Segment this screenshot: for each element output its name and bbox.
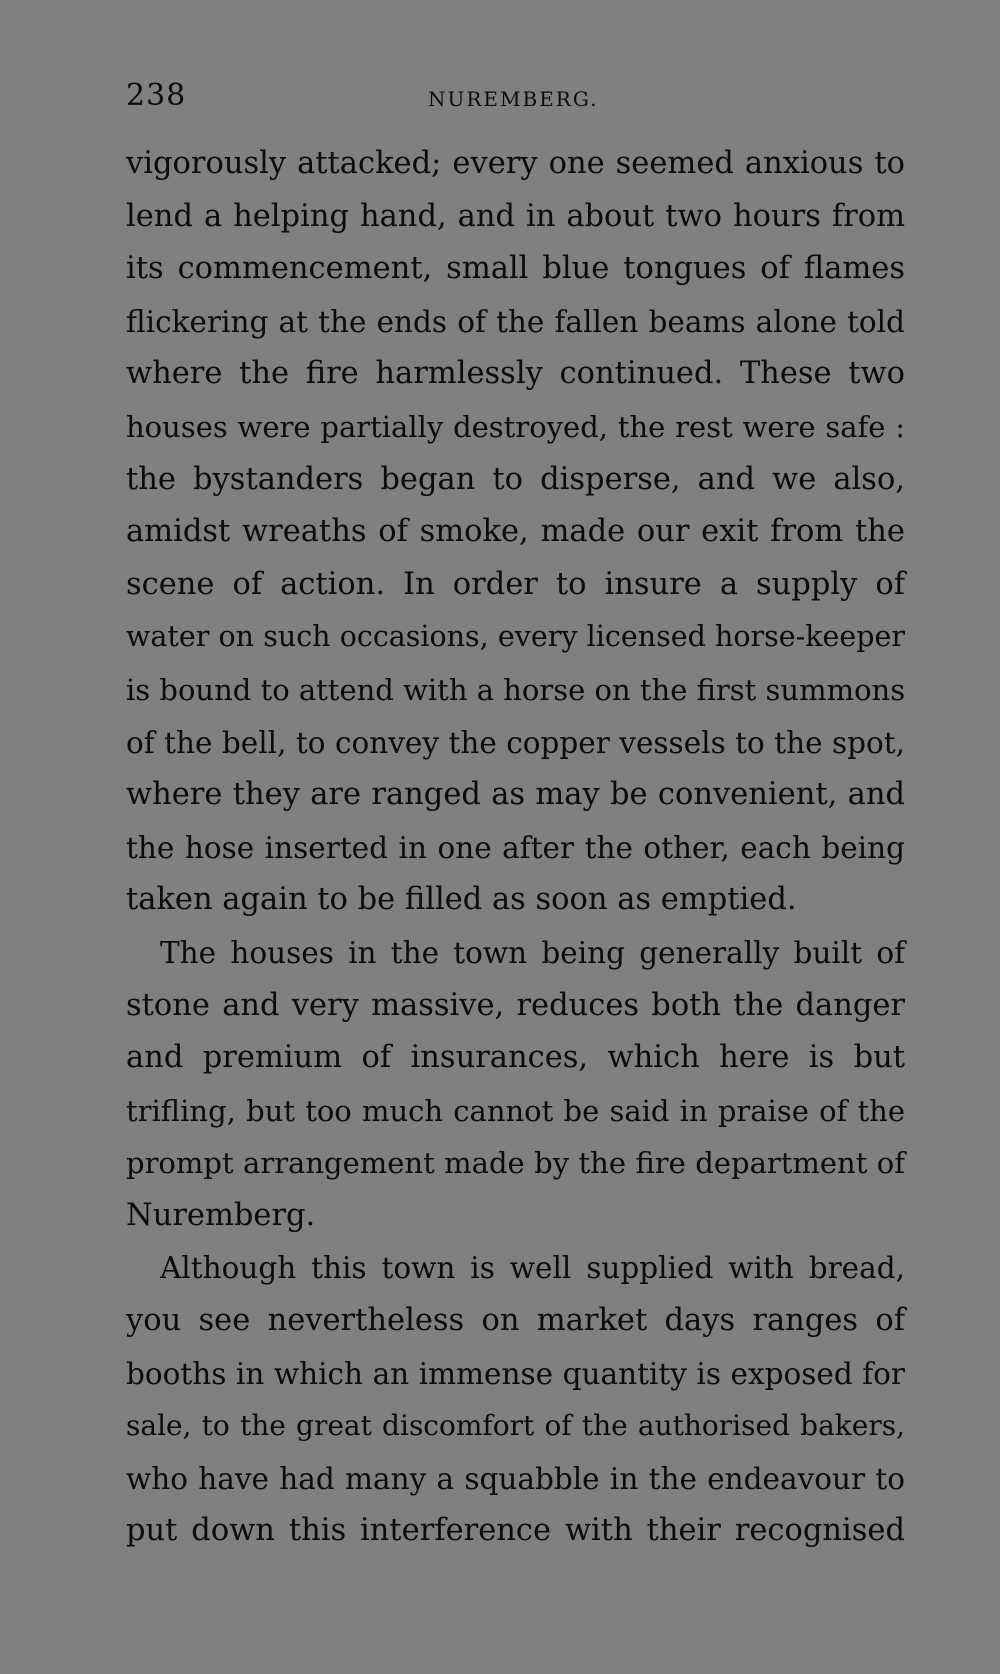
- page-header: [126, 78, 905, 118]
- page-number: 238: [126, 78, 187, 113]
- body-text: [126, 138, 905, 1558]
- text-line: booths in which an immense quantity is exposed for: [126, 1356, 905, 1391]
- text-line: where the fire harmlessly continued. These two: [126, 356, 905, 392]
- text-line: and premium of insurances, which here is but: [126, 1040, 905, 1076]
- running-head: NUREMBERG.: [428, 87, 599, 111]
- text-line: Nuremberg.: [126, 1197, 316, 1233]
- text-line: who have had many a squabble in the endeavour to: [126, 1461, 905, 1496]
- text-line: flickering at the ends of the fallen beams alone told: [126, 304, 905, 339]
- text-line: is bound to attend with a horse on the first summons: [126, 672, 906, 707]
- text-line: amidst wreaths of smoke, made our exit from the: [126, 514, 905, 550]
- text-line: prompt arrangement made by the fire department of: [126, 1146, 905, 1181]
- text-line: water on such occasions, every licensed horse-keeper: [126, 620, 905, 654]
- text-line: its commencement, small blue tongues of flames: [126, 251, 905, 287]
- text-line: scene of action. In order to insure a supply of: [126, 566, 905, 602]
- text-line: of the bell, to convey the copper vessels to the spot,: [126, 725, 905, 760]
- text-line: the hose inserted in one after the other, each being: [126, 830, 905, 865]
- text-line: sale, to the great discomfort of the authorised bakers,: [126, 1409, 905, 1443]
- text-line: vigorously attacked; every one seemed anxious to: [126, 146, 905, 181]
- text-line: trifling, but too much cannot be said in praise of the: [126, 1093, 905, 1128]
- text-line: where they are ranged as may be convenient, and: [126, 777, 905, 813]
- text-line: stone and very massive, reduces both the danger: [126, 987, 905, 1023]
- text-line: Although this town is well supplied with bread,: [160, 1251, 905, 1286]
- text-line: taken again to be filled as soon as emptied.: [126, 882, 797, 918]
- text-line: you see nevertheless on market days ranges of: [126, 1303, 905, 1339]
- text-line: The houses in the town being generally built of: [160, 935, 905, 970]
- text-line: lend a helping hand, and in about two hours from: [126, 198, 905, 234]
- text-line: the bystanders began to disperse, and we also,: [126, 461, 905, 497]
- text-line: houses were partially destroyed, the rest were safe :: [126, 409, 905, 444]
- text-line: put down this interference with their recognised: [126, 1513, 905, 1549]
